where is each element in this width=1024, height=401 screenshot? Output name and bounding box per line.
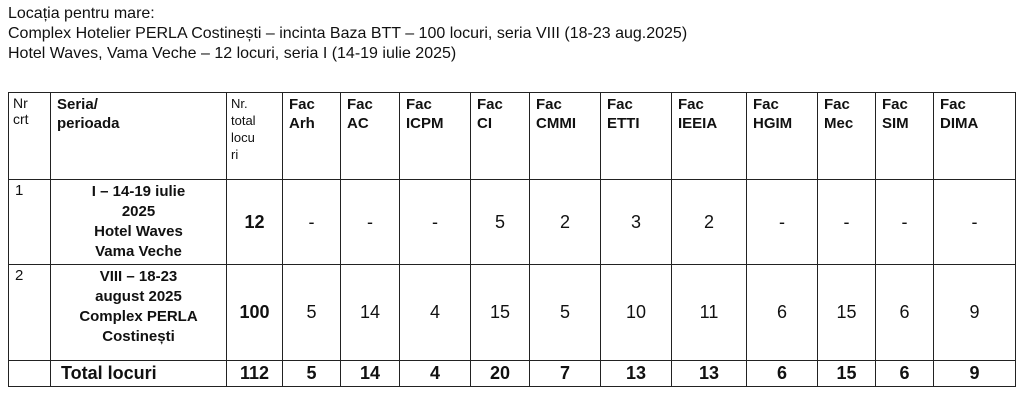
totals-value: 20 — [471, 361, 530, 387]
cell-value: 2 — [672, 180, 747, 265]
totals-value: 6 — [747, 361, 818, 387]
table-header-row — [9, 93, 1016, 180]
header-fac-mec: Fac Mec — [818, 93, 876, 180]
header-nr-crt: Nr crt — [9, 93, 51, 180]
cell-value: 5 — [530, 265, 601, 361]
cell-value: - — [400, 180, 471, 265]
header-fac-icpm: Fac ICPM — [400, 93, 471, 180]
cell-value: 6 — [876, 265, 934, 361]
totals-value: 13 — [672, 361, 747, 387]
cell-value: - — [341, 180, 400, 265]
header-line-1: Locația pentru mare: — [8, 5, 155, 22]
totals-value: 7 — [530, 361, 601, 387]
cell-value: 2 — [530, 180, 601, 265]
row-total: 100 — [227, 265, 283, 361]
header-fac-dima: Fac DIMA — [934, 93, 1016, 180]
header-fac-cmmi: Fac CMMI — [530, 93, 601, 180]
header-fac-sim: Fac SIM — [876, 93, 934, 180]
totals-value: 5 — [283, 361, 341, 387]
cell-value: - — [934, 180, 1016, 265]
header-nr-total-locuri: Nr. total locu ri — [227, 93, 283, 180]
cell-value: 15 — [818, 265, 876, 361]
totals-row — [9, 361, 1016, 387]
cell-value: 4 — [400, 265, 471, 361]
row-number: 2 — [9, 265, 51, 361]
header-fac-hgim: Fac HGIM — [747, 93, 818, 180]
cell-value: 3 — [601, 180, 672, 265]
totals-value: 4 — [400, 361, 471, 387]
totals-value: 15 — [818, 361, 876, 387]
location-header — [8, 4, 687, 64]
row-total: 12 — [227, 180, 283, 265]
header-fac-ci: Fac CI — [471, 93, 530, 180]
cell-value: - — [283, 180, 341, 265]
row-seria: I – 14-19 iulie 2025 Hotel Waves Vama Veche — [51, 180, 227, 265]
header-line-3: Hotel Waves, Vama Veche – 12 locuri, seria I (14-19 iulie 2025) — [8, 45, 457, 62]
row-seria: VIII – 18-23 august 2025 Complex PERLA Costinești — [51, 265, 227, 361]
header-fac-etti: Fac ETTI — [601, 93, 672, 180]
totals-total: 112 — [227, 361, 283, 387]
totals-value: 14 — [341, 361, 400, 387]
totals-value: 13 — [601, 361, 672, 387]
cell-value: 5 — [283, 265, 341, 361]
cell-value: 6 — [747, 265, 818, 361]
cell-value: - — [818, 180, 876, 265]
cell-value: 11 — [672, 265, 747, 361]
cell-value: 15 — [471, 265, 530, 361]
cell-value: 14 — [341, 265, 400, 361]
totals-value: 6 — [876, 361, 934, 387]
totals-label: Total locuri — [51, 361, 227, 387]
header-fac-ac: Fac AC — [341, 93, 400, 180]
header-line-2: Complex Hotelier PERLA Costinești – incinta Baza BTT – 100 locuri, seria VIII (18-23 aug.2025) — [8, 25, 688, 42]
totals-empty-cell — [9, 361, 51, 387]
cell-value: - — [747, 180, 818, 265]
table-row — [9, 180, 1016, 265]
header-seria-perioada: Seria/ perioada — [51, 93, 227, 180]
cell-value: - — [876, 180, 934, 265]
cell-value: 5 — [471, 180, 530, 265]
row-number: 1 — [9, 180, 51, 265]
totals-value: 9 — [934, 361, 1016, 387]
header-fac-ieeia: Fac IEEIA — [672, 93, 747, 180]
cell-value: 10 — [601, 265, 672, 361]
table-row — [9, 265, 1016, 361]
cell-value: 9 — [934, 265, 1016, 361]
header-fac-arh: Fac Arh — [283, 93, 341, 180]
allocation-table — [8, 92, 1016, 387]
